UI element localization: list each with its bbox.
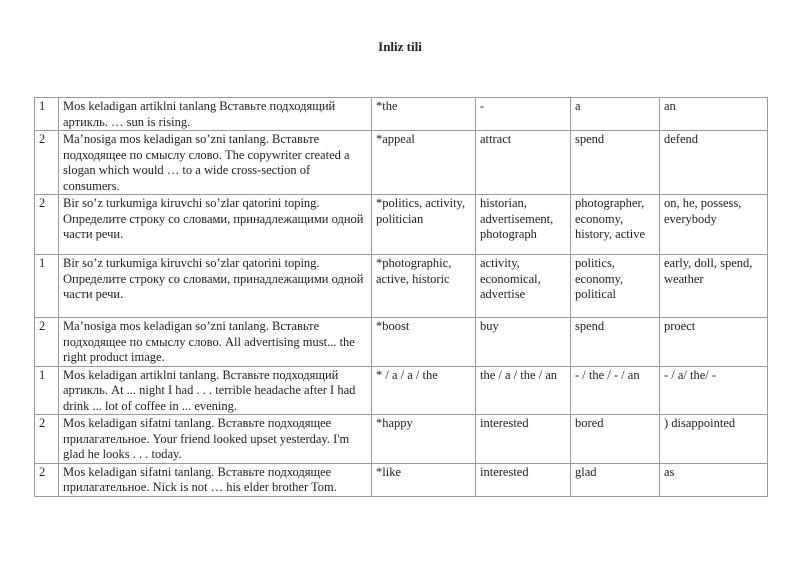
option-correct: *politics, activity, politician (372, 195, 476, 255)
question-number: 2 (35, 131, 59, 195)
question-text: Ma’nosiga mos keladigan so’zni tanlang. Вставьте подходящее по смыслу слово. The copywriter created a slogan which would … to a wide cross-section of consumers. (59, 131, 372, 195)
question-number: 2 (35, 415, 59, 464)
option-correct: *like (372, 463, 476, 496)
question-text: Mos keladigan sifatni tanlang. Вставьте подходящее прилагательное. Nick is not … his elder brother Tom. (59, 463, 372, 496)
question-text: Mos keladigan artiklni tanlang. Вставьте подходящий артикль. At ... night I had . . . terrible headache after I had drink ... lot of coffee in ... evening. (59, 366, 372, 415)
question-number: 1 (35, 98, 59, 131)
question-number: 2 (35, 318, 59, 367)
question-text: Mos keladigan artiklni tanlang Вставьте подходящий артикль. … sun is rising. (59, 98, 372, 131)
option-correct: *boost (372, 318, 476, 367)
option-correct: *the (372, 98, 476, 131)
option-d: early, doll, spend, weather (660, 255, 768, 318)
option-b: activity, economical, advertise (476, 255, 571, 318)
option-c: bored (571, 415, 660, 464)
table-row (35, 195, 768, 255)
option-correct: *happy (372, 415, 476, 464)
question-number: 2 (35, 195, 59, 255)
table-row (35, 98, 768, 131)
option-c: a (571, 98, 660, 131)
option-b: the / a / the / an (476, 366, 571, 415)
table-row (35, 366, 768, 415)
option-b: interested (476, 415, 571, 464)
option-c: photographer, economy, history, active (571, 195, 660, 255)
option-correct: * / a / a / the (372, 366, 476, 415)
table-row (35, 415, 768, 464)
question-number: 1 (35, 366, 59, 415)
option-d: on, he, possess, everybody (660, 195, 768, 255)
option-d: - / a/ the/ - (660, 366, 768, 415)
table-row (35, 255, 768, 318)
question-number: 2 (35, 463, 59, 496)
option-d: ) disappointed (660, 415, 768, 464)
option-b: attract (476, 131, 571, 195)
question-text: Ma’nosiga mos keladigan so’zni tanlang. Вставьте подходящее по смыслу слово. All advertising must... the right product image. (59, 318, 372, 367)
option-d: proect (660, 318, 768, 367)
question-table (34, 97, 768, 497)
document-title: Inliz tili (378, 39, 422, 54)
option-c: spend (571, 318, 660, 367)
option-c: - / the / - / an (571, 366, 660, 415)
table-row (35, 463, 768, 496)
option-b: historian, advertisement, photograph (476, 195, 571, 255)
option-d: an (660, 98, 768, 131)
option-b: - (476, 98, 571, 131)
option-d: defend (660, 131, 768, 195)
option-c: glad (571, 463, 660, 496)
question-number: 1 (35, 255, 59, 318)
option-d: as (660, 463, 768, 496)
option-correct: *appeal (372, 131, 476, 195)
option-c: politics, economy, political (571, 255, 660, 318)
option-b: buy (476, 318, 571, 367)
option-correct: *photographic, active, historic (372, 255, 476, 318)
option-c: spend (571, 131, 660, 195)
question-text: Bir so’z turkumiga kiruvchi so’zlar qatorini toping. Определите строку со словами, принадлежащими одной части речи. (59, 255, 372, 318)
option-b: interested (476, 463, 571, 496)
question-text: Bir so’z turkumiga kiruvchi so’zlar qatorini toping. Определите строку со словами, принадлежащими одной части речи. (59, 195, 372, 255)
table-row (35, 131, 768, 195)
question-text: Mos keladigan sifatni tanlang. Вставьте подходящее прилагательное. Your friend looked upset yesterday. I'm glad he looks . . . today. (59, 415, 372, 464)
table-row (35, 318, 768, 367)
